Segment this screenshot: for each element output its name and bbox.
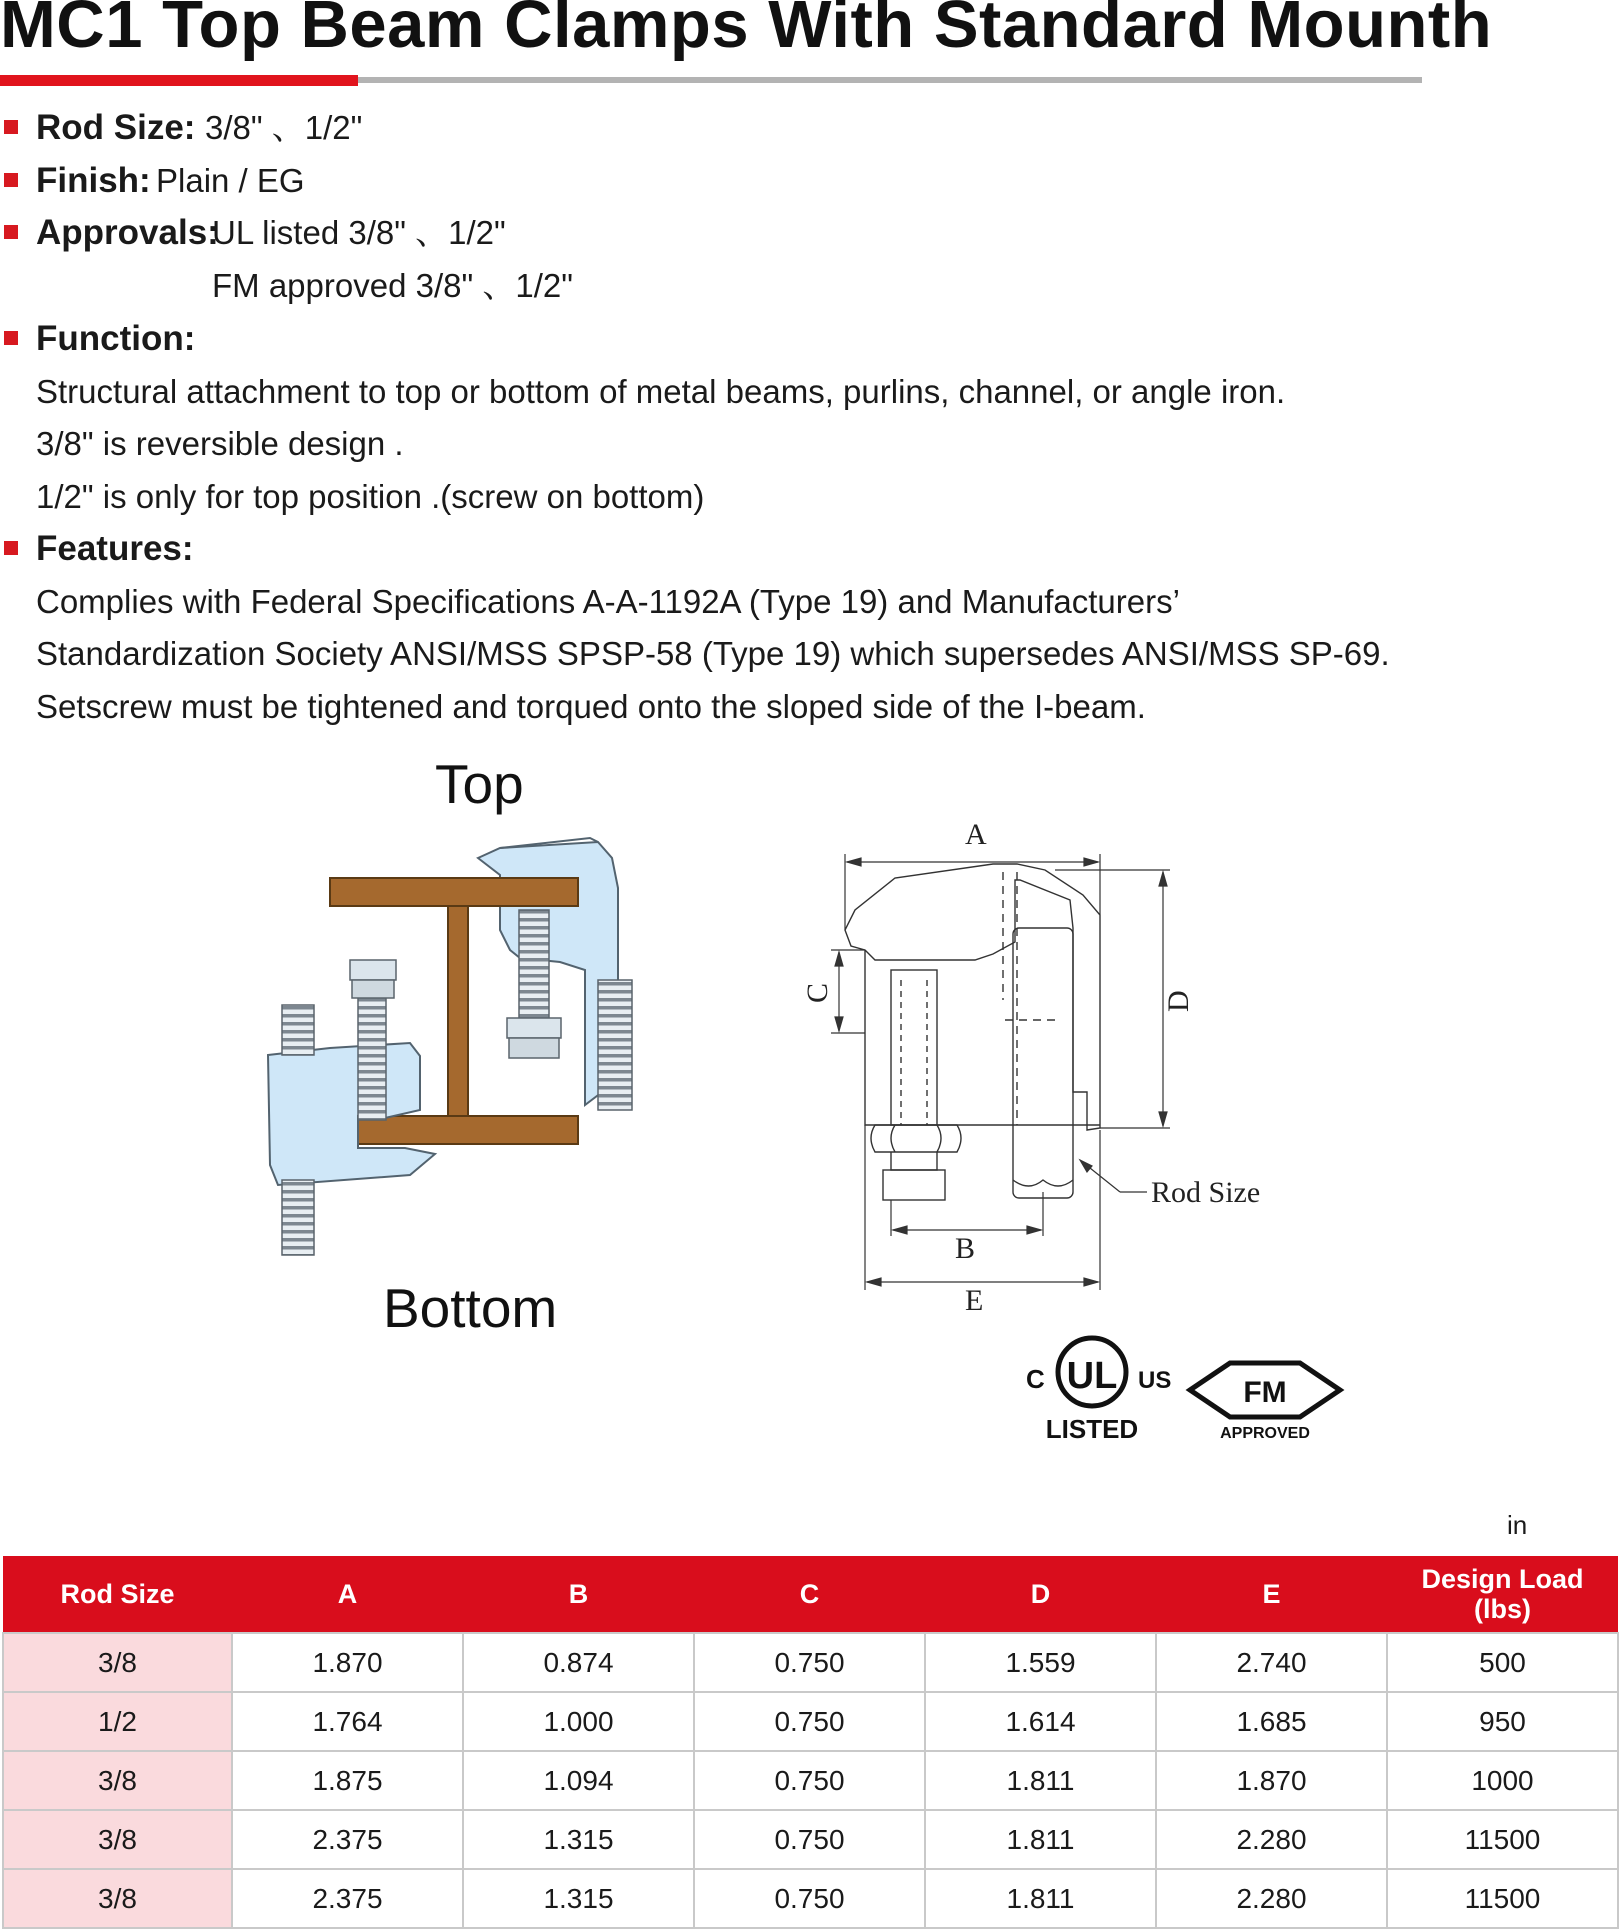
spec-label: Finish: (36, 161, 151, 200)
table-cell: 1.614 (925, 1692, 1156, 1751)
ul-c: C (1026, 1364, 1045, 1394)
table-cell: 1.559 (925, 1633, 1156, 1692)
table-cell: 1.811 (925, 1869, 1156, 1928)
table-cell: 0.750 (694, 1810, 925, 1869)
table-cell: 3/8 (3, 1633, 232, 1692)
function-line: 3/8" is reversible design . (36, 425, 404, 462)
table-row (3, 1633, 1618, 1692)
table-cell: 1.315 (463, 1869, 694, 1928)
features-line: Setscrew must be tightened and torqued onto the sloped side of the I-beam. (36, 688, 1146, 725)
table-cell: 0.750 (694, 1633, 925, 1692)
bullet-icon (4, 120, 18, 134)
table-row (3, 1692, 1618, 1751)
ul-listed: LISTED (1045, 1414, 1139, 1444)
bullet-icon (4, 541, 18, 555)
dim-label-c: C (801, 982, 834, 1003)
dim-label-e: E (965, 1284, 984, 1317)
table-cell: 1.811 (925, 1810, 1156, 1869)
spec-value: 3/8" 、1/2" (205, 109, 363, 146)
table-cell: 1.870 (232, 1633, 463, 1692)
table-cell: 1.094 (463, 1751, 694, 1810)
function-line: Structural attachment to top or bottom of metal beams, purlins, channel, or angle iron. (36, 373, 1286, 410)
ul-us: US (1138, 1367, 1172, 1394)
beam-top-flange (330, 878, 578, 906)
fm-approved-logo (1190, 1355, 1340, 1445)
bullet-icon (4, 173, 18, 187)
bullet-icon (4, 225, 18, 239)
table-cell: 1.764 (232, 1692, 463, 1751)
ul-mark: UL (1066, 1355, 1118, 1397)
table-cell: 11500 (1387, 1810, 1618, 1869)
features-line: Standardization Society ANSI/MSS SPSP-58 (Type 19) which supersedes ANSI/MSS SP-69. (36, 635, 1390, 672)
header-b: B (463, 1556, 694, 1633)
spec-value: FM approved 3/8" 、1/2" (212, 267, 573, 304)
dim-label-b: B (955, 1232, 976, 1265)
table-cell: 950 (1387, 1692, 1618, 1751)
ul-listed-logo (1020, 1330, 1170, 1450)
upper-nut (507, 1018, 561, 1038)
spec-value: Plain / EG (156, 162, 305, 199)
beam-web (448, 906, 468, 1116)
spec-label: Features: (36, 529, 194, 568)
table-cell: 1/2 (3, 1692, 232, 1751)
dim-label-d: D (1162, 990, 1195, 1012)
spec-value: UL listed 3/8" 、1/2" (212, 214, 506, 251)
page-title: MC1 Top Beam Clamps With Standard Mounth (0, 0, 1493, 62)
table-cell: 0.750 (694, 1692, 925, 1751)
header-c: C (694, 1556, 925, 1633)
table-cell: 500 (1387, 1633, 1618, 1692)
header-a: A (232, 1556, 463, 1633)
table-cell: 2.740 (1156, 1633, 1387, 1692)
table-cell: 3/8 (3, 1810, 232, 1869)
spec-label: Approvals: (36, 213, 219, 252)
table-row (3, 1869, 1618, 1928)
spec-label: Rod Size: (36, 108, 196, 147)
header-e: E (1156, 1556, 1387, 1633)
product-illustration (260, 830, 660, 1260)
table-cell: 3/8 (3, 1751, 232, 1810)
dimensions-table (2, 1556, 1619, 1929)
unit-label: in (1507, 1510, 1528, 1540)
lower-rod-top (282, 1005, 314, 1055)
table-cell: 2.375 (232, 1869, 463, 1928)
table-cell: 1.315 (463, 1810, 694, 1869)
upper-rod (598, 980, 632, 1110)
table-cell: 3/8 (3, 1869, 232, 1928)
header-rod-size: Rod Size (3, 1556, 232, 1633)
upper-setscrew (519, 910, 549, 1035)
table-cell: 1.000 (463, 1692, 694, 1751)
header-design-load: Design Load (lbs) (1387, 1556, 1618, 1633)
features-line: Complies with Federal Specifications A-A-1192A (Type 19) and Manufacturers’ (36, 583, 1180, 620)
table-cell: 0.750 (694, 1869, 925, 1928)
table-cell: 1.811 (925, 1751, 1156, 1810)
bottom-label: Bottom (383, 1277, 558, 1339)
table-cell: 2.280 (1156, 1869, 1387, 1928)
table-cell: 0.874 (463, 1633, 694, 1692)
table-row (3, 1751, 1618, 1810)
table-cell: 2.280 (1156, 1810, 1387, 1869)
rod-size-callout: Rod Size (1151, 1176, 1261, 1209)
lower-clamp-body (268, 1043, 435, 1185)
table-cell: 0.750 (694, 1751, 925, 1810)
bullet-icon (4, 331, 18, 345)
lower-rod-bottom (282, 1180, 314, 1255)
fm-mark: FM (1243, 1376, 1287, 1409)
table-header-row (3, 1556, 1618, 1633)
table-cell: 1000 (1387, 1751, 1618, 1810)
table-cell: 1.870 (1156, 1751, 1387, 1810)
fm-approved: APPROVED (1220, 1425, 1310, 1442)
lower-setscrew (358, 980, 386, 1120)
table-cell: 1.685 (1156, 1692, 1387, 1751)
title-underline-red (0, 75, 358, 86)
table-cell: 1.875 (232, 1751, 463, 1810)
table-cell: 11500 (1387, 1869, 1618, 1928)
dim-label-a: A (965, 818, 987, 851)
dimension-drawing (801, 800, 1345, 1340)
header-d: D (925, 1556, 1156, 1633)
table-row (3, 1810, 1618, 1869)
table-cell: 2.375 (232, 1810, 463, 1869)
top-label: Top (435, 753, 524, 815)
function-line: 1/2" is only for top position .(screw on bottom) (36, 478, 705, 515)
lower-nut (350, 960, 396, 980)
spec-label: Function: (36, 319, 196, 358)
